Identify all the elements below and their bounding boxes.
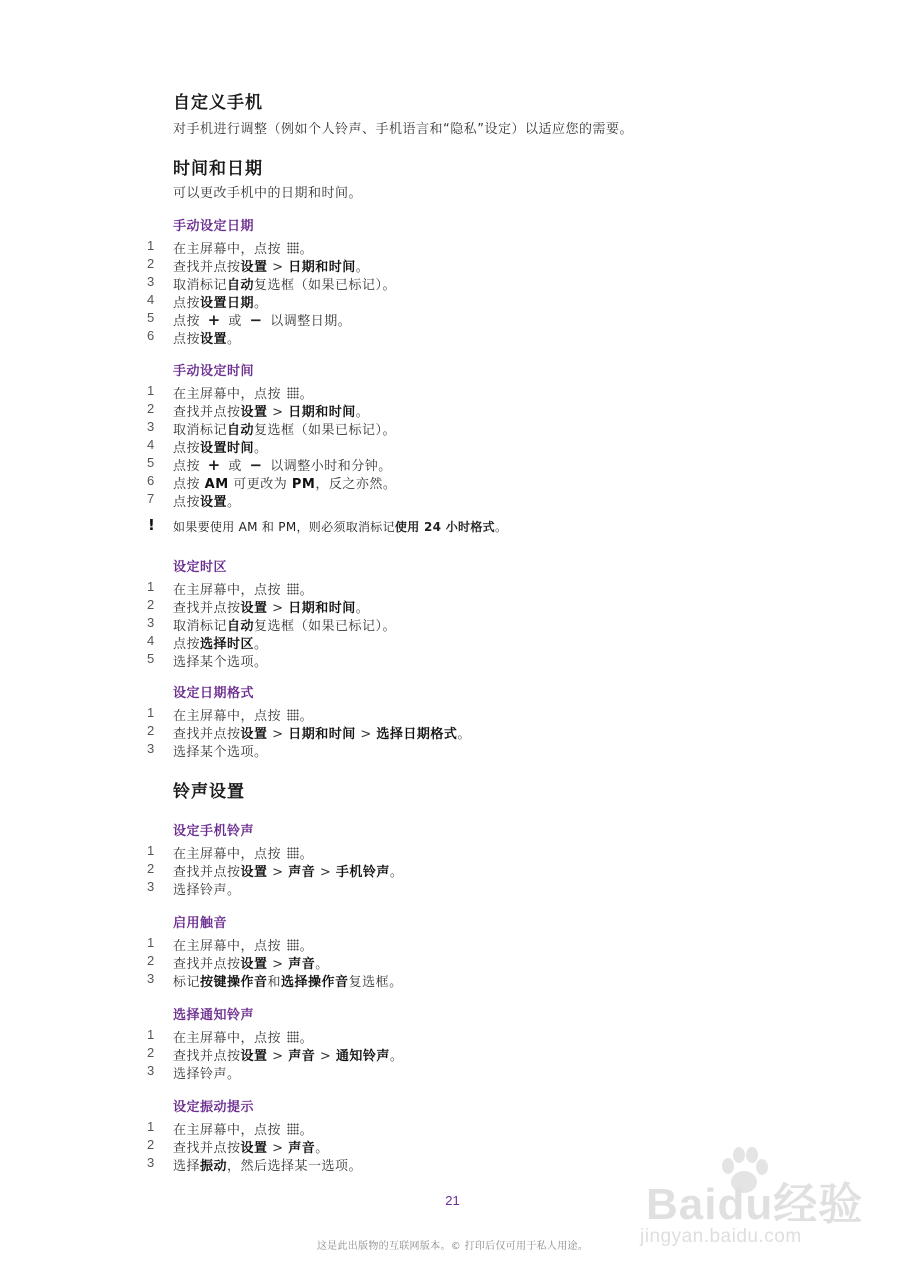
step-text: 或 (223, 314, 247, 329)
step-text: 。 (315, 957, 329, 972)
step-text: 。 (299, 387, 314, 402)
procedure-title: 手动设定日期 (173, 219, 255, 234)
ui-term: 声音 (288, 1141, 316, 1156)
step-text: 点按 (173, 495, 201, 510)
step-text: 。 (457, 727, 471, 742)
step-content (173, 971, 403, 990)
step-row (0, 238, 905, 256)
ui-term: 设置 (240, 1141, 268, 1156)
ui-term: 设置 (200, 332, 228, 347)
step-text: 在主屏幕中，点按 (173, 1031, 286, 1046)
grid-icon (287, 583, 299, 595)
ui-term: 手机铃声 (335, 865, 390, 880)
step-text: 取消标记 (173, 423, 228, 438)
step-text: > (267, 601, 289, 616)
step-text: 在主屏幕中，点按 (173, 939, 286, 954)
step-text: > (267, 865, 289, 880)
ui-term: 选择日期格式 (376, 727, 458, 742)
step-text: 。 (299, 847, 314, 862)
step-number: 5 (147, 310, 155, 325)
procedure-title: 设定时区 (173, 560, 228, 575)
grid-icon (287, 939, 299, 951)
watermark-url: jingyan.baidu.com (640, 1226, 802, 1247)
step-number: 1 (147, 935, 155, 950)
ui-term: 设置 (240, 865, 268, 880)
step-content (173, 1119, 313, 1138)
step-text: 复选框（如果已标记）。 (254, 423, 397, 438)
step-content (173, 274, 396, 293)
step-content (173, 579, 313, 598)
ui-term: 设置日期 (200, 296, 255, 311)
ui-term: 设置 (240, 601, 268, 616)
step-number: 1 (147, 1119, 155, 1134)
step-number: 3 (147, 971, 155, 986)
ui-term: 设置 (240, 727, 268, 742)
step-number: 3 (147, 615, 155, 630)
step-number: 2 (147, 861, 155, 876)
step-text: 。 (299, 583, 314, 598)
ui-term: AM (204, 477, 229, 492)
ui-term: 选择操作音 (281, 975, 349, 990)
ui-term: 设置 (240, 957, 268, 972)
step-number: 1 (147, 579, 155, 594)
procedure-title: 设定手机铃声 (173, 824, 255, 839)
step-text: 。 (227, 495, 241, 510)
section-intro-time-date: 可以更改手机中的日期和时间。 (173, 186, 363, 201)
step-text: 复选框（如果已标记）。 (254, 619, 397, 634)
step-row (0, 633, 905, 651)
step-text: 查找并点按 (173, 865, 241, 880)
step-number: 2 (147, 953, 155, 968)
step-row (0, 1045, 905, 1063)
step-content (173, 383, 313, 402)
step-text: 查找并点按 (173, 601, 241, 616)
ui-term: 设置 (240, 405, 268, 420)
step-number: 1 (147, 238, 155, 253)
step-text: 取消标记 (173, 278, 228, 293)
step-content (173, 238, 313, 257)
step-text: 。 (299, 1031, 314, 1046)
step-text: 。 (299, 1123, 314, 1138)
step-text: 或 (223, 459, 247, 474)
step-row (0, 383, 905, 401)
grid-icon (287, 847, 299, 859)
step-content (173, 953, 329, 972)
footer-note: 这是此出版物的互联网版本。© 打印后仅可用于私人用途。 (316, 1241, 589, 1252)
step-text: 查找并点按 (173, 1049, 241, 1064)
step-number: 1 (147, 843, 155, 858)
step-text: 。 (355, 601, 370, 616)
step-text: 。 (299, 709, 314, 724)
step-text: 。 (227, 332, 241, 347)
step-row (0, 437, 905, 455)
step-content (173, 473, 396, 492)
watermark-logo: Baidu经验 (646, 1180, 864, 1229)
procedure-title: 手动设定时间 (173, 364, 255, 379)
step-content (173, 292, 268, 311)
minus-icon: − (249, 311, 263, 329)
step-row (0, 473, 905, 491)
step-text: 和 (267, 975, 282, 990)
step-text: > (315, 865, 336, 880)
step-text: > (267, 260, 289, 275)
step-text: 选择 (173, 1159, 201, 1174)
step-text: 在主屏幕中，点按 (173, 847, 286, 862)
page-title: 自定义手机 (173, 93, 263, 113)
step-text: > (315, 1049, 336, 1064)
step-text: > (267, 1141, 289, 1156)
step-number: 2 (147, 597, 155, 612)
step-text: 选择某个选项。 (173, 745, 268, 760)
step-content (173, 861, 403, 880)
step-number: 2 (147, 1137, 155, 1152)
ui-term: 设置 (240, 1049, 268, 1064)
step-number: 1 (147, 383, 155, 398)
step-number: 2 (147, 256, 155, 271)
step-text: 在主屏幕中，点按 (173, 242, 286, 257)
step-row (0, 597, 905, 615)
step-text: 。 (299, 939, 314, 954)
step-content (173, 401, 369, 420)
step-number: 6 (147, 473, 155, 488)
grid-icon (287, 1123, 299, 1135)
step-text: 如果要使用 AM 和 PM，则必须取消标记 (173, 520, 395, 534)
ui-term: 自动 (227, 619, 255, 634)
step-text: 选择某个选项。 (173, 655, 268, 670)
note-text (173, 518, 507, 535)
step-content (173, 455, 392, 474)
step-text: 查找并点按 (173, 1141, 241, 1156)
step-text: 点按 (173, 637, 201, 652)
ui-term: 日期和时间 (288, 727, 356, 742)
step-number: 1 (147, 1027, 155, 1042)
ui-term: 声音 (288, 957, 316, 972)
step-number: 2 (147, 1045, 155, 1060)
step-text: 选择铃声。 (173, 883, 241, 898)
step-number: 3 (147, 1063, 155, 1078)
step-number: 1 (147, 705, 155, 720)
step-row (0, 615, 905, 633)
step-row (0, 401, 905, 419)
step-content (173, 1063, 241, 1082)
step-number: 3 (147, 274, 155, 289)
step-text: > (267, 405, 289, 420)
step-text: ，然后选择某一选项。 (227, 1159, 363, 1174)
step-content (173, 437, 268, 456)
step-number: 4 (147, 292, 155, 307)
baidu-watermark (628, 1138, 868, 1258)
procedure-title: 启用触音 (173, 916, 228, 931)
step-text: > (355, 727, 377, 742)
step-content (173, 741, 268, 760)
step-row (0, 723, 905, 741)
step-text: 在主屏幕中，点按 (173, 1123, 286, 1138)
step-content (173, 310, 351, 329)
procedure-title: 设定日期格式 (173, 686, 255, 701)
step-text: 查找并点按 (173, 727, 241, 742)
step-row (0, 292, 905, 310)
step-content (173, 328, 241, 347)
grid-icon (287, 387, 299, 399)
step-row (0, 491, 905, 509)
step-text: 。 (389, 1049, 404, 1064)
grid-icon (287, 242, 299, 254)
step-text: 查找并点按 (173, 957, 241, 972)
step-content (173, 1155, 362, 1174)
step-content (173, 1045, 403, 1064)
step-text: 点按 (173, 296, 201, 311)
step-text: 点按 (173, 477, 205, 492)
step-content (173, 491, 241, 510)
step-text: 。 (299, 242, 314, 257)
step-number: 3 (147, 1155, 155, 1170)
step-row (0, 1027, 905, 1045)
step-content (173, 723, 471, 742)
step-text: 标记 (173, 975, 201, 990)
step-text: 。 (254, 296, 268, 311)
exclamation-icon: ! (148, 516, 155, 534)
ui-term: 自动 (227, 423, 255, 438)
step-number: 6 (147, 328, 155, 343)
step-text: 。 (254, 637, 268, 652)
ui-term: 自动 (227, 278, 255, 293)
step-content (173, 633, 268, 652)
step-content (173, 419, 396, 438)
step-row (0, 328, 905, 346)
step-number: 3 (147, 419, 155, 434)
ui-term: 声音 (288, 865, 316, 880)
step-text: 可更改为 (228, 477, 292, 492)
step-text: 点按 (173, 441, 201, 456)
step-number: 4 (147, 633, 155, 648)
step-number: 7 (147, 491, 155, 506)
step-number: 3 (147, 741, 155, 756)
grid-icon (287, 709, 299, 721)
step-text: 以调整日期。 (265, 314, 352, 329)
step-text: 。 (315, 1141, 329, 1156)
step-text: 。 (494, 520, 508, 534)
ui-term: PM (291, 477, 316, 492)
step-text: 点按 (173, 314, 205, 329)
ui-term: 日期和时间 (288, 405, 356, 420)
step-text: 复选框。 (348, 975, 403, 990)
step-text: 取消标记 (173, 619, 228, 634)
step-content (173, 705, 313, 724)
step-content (173, 1137, 329, 1156)
step-text: > (267, 1049, 289, 1064)
step-content (173, 1027, 313, 1046)
ui-term: 日期和时间 (288, 601, 356, 616)
step-content (173, 843, 313, 862)
ui-term: 选择时区 (200, 637, 255, 652)
step-text: 。 (355, 405, 370, 420)
step-number: 2 (147, 401, 155, 416)
step-text: 查找并点按 (173, 405, 241, 420)
step-row (0, 935, 905, 953)
step-row (0, 579, 905, 597)
step-row (0, 953, 905, 971)
ui-term: 通知铃声 (335, 1049, 390, 1064)
page-number: 21 (445, 1193, 460, 1208)
step-content (173, 615, 396, 634)
step-row (0, 705, 905, 723)
step-row (0, 274, 905, 292)
ui-term: 设置时间 (200, 441, 255, 456)
step-text: 。 (355, 260, 370, 275)
step-content (173, 935, 313, 954)
step-row (0, 310, 905, 328)
step-row (0, 419, 905, 437)
ui-term: 按键操作音 (200, 975, 268, 990)
ui-term: 振动 (200, 1159, 228, 1174)
ui-term: 设置 (200, 495, 228, 510)
minus-icon: − (249, 456, 263, 474)
step-text: 点按 (173, 332, 201, 347)
step-row (0, 1119, 905, 1137)
step-content (173, 256, 369, 275)
grid-icon (287, 1031, 299, 1043)
step-text: 在主屏幕中，点按 (173, 387, 286, 402)
section-heading-ringtone: 铃声设置 (173, 782, 245, 802)
ui-term: 日期和时间 (288, 260, 356, 275)
step-number: 3 (147, 879, 155, 894)
step-text: 。 (254, 441, 268, 456)
step-text: 点按 (173, 459, 205, 474)
step-number: 2 (147, 723, 155, 738)
page-intro: 对手机进行调整（例如个人铃声、手机语言和“隐私”设定）以适应您的需要。 (173, 122, 633, 137)
step-row (0, 861, 905, 879)
step-row (0, 455, 905, 473)
step-text: 以调整小时和分钟。 (265, 459, 392, 474)
step-row (0, 879, 905, 897)
plus-icon: + (207, 311, 221, 329)
step-number: 5 (147, 455, 155, 470)
step-row (0, 651, 905, 669)
step-text: ，反之亦然。 (315, 477, 397, 492)
step-text: 。 (389, 865, 404, 880)
step-content (173, 879, 241, 898)
step-text: 选择铃声。 (173, 1067, 241, 1082)
step-text: > (267, 727, 289, 742)
step-text: 查找并点按 (173, 260, 241, 275)
step-number: 4 (147, 437, 155, 452)
step-text: 在主屏幕中，点按 (173, 709, 286, 724)
plus-icon: + (207, 456, 221, 474)
step-content (173, 651, 268, 670)
step-text: 在主屏幕中，点按 (173, 583, 286, 598)
step-row (0, 1063, 905, 1081)
ui-term: 声音 (288, 1049, 316, 1064)
step-row (0, 843, 905, 861)
step-text: 复选框（如果已标记）。 (254, 278, 397, 293)
step-text: > (267, 957, 289, 972)
procedure-title: 选择通知铃声 (173, 1008, 255, 1023)
section-heading-time-date: 时间和日期 (173, 159, 263, 179)
step-row (0, 971, 905, 989)
ui-term: 设置 (240, 260, 268, 275)
ui-term: 使用 24 小时格式 (394, 520, 495, 534)
step-content (173, 597, 369, 616)
procedure-title: 设定振动提示 (173, 1100, 255, 1115)
step-number: 5 (147, 651, 155, 666)
note-row (0, 516, 905, 534)
step-row (0, 741, 905, 759)
step-row (0, 256, 905, 274)
